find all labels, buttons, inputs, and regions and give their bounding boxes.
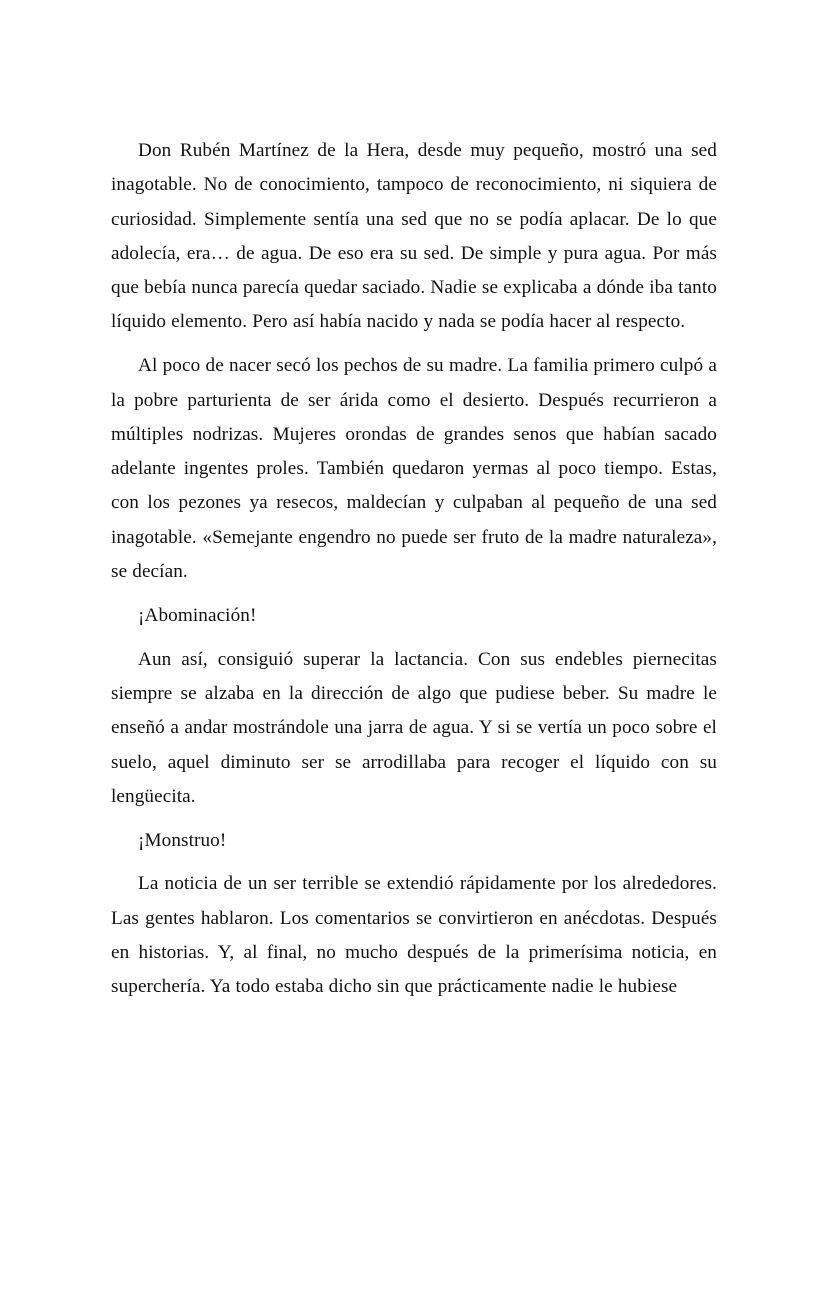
body-paragraph-exclamation: ¡Monstruo!: [138, 829, 227, 851]
body-paragraph: Aun así, consiguió superar la lactancia. Con sus endebles piernecitas siempre se alzaba en la dirección de algo que pudiese beber. Su madre le enseñó a andar mostrándole una jarra de agua. Y si se vertía un poco sobre el suelo, aquel diminuto ser se arrodillaba para recoger el líquido con su lengüecita.: [111, 648, 717, 807]
body-paragraph: Don Rubén Martínez de la Hera, desde muy pequeño, mostró una sed inagotable. No de conocimiento, tampoco de reconocimiento, ni siquiera de curiosidad. Simplemente sentía una sed que no se podía aplacar. De lo que adolecía, era… de agua. De eso era su sed. De simple y pura agua. Por más que bebía nunca parecía quedar saciado. Nadie se explicaba a dónde iba tanto líquido elemento. Pero así había nacido y nada se podía hacer al respecto.: [111, 140, 717, 333]
body-paragraph: La noticia de un ser terrible se extendió rápidamente por los alrededores. Las gentes hablaron. Los comentarios se convirtieron en anécdotas. Después en historias. Y, al final, no mucho después de la primerísima noticia, en superchería. Ya todo estaba dicho sin que prácticamente nadie le hubiese: [111, 873, 717, 998]
body-paragraph-exclamation: ¡Abominación!: [138, 604, 257, 626]
body-paragraph: Al poco de nacer secó los pechos de su madre. La familia primero culpó a la pobre parturienta de ser árida como el desierto. Después recurrieron a múltiples nodrizas. Mujeres orondas de grandes senos que habían sacado adelante ingentes proles. También quedaron yermas al poco tiempo. Estas, con los pezones ya resecos, maldecían y culpaban al pequeño de una sed inagotable. «Semejante engendro no puede ser fruto de la madre naturaleza», se decían.: [111, 355, 717, 583]
body-text-column: [111, 134, 717, 1005]
